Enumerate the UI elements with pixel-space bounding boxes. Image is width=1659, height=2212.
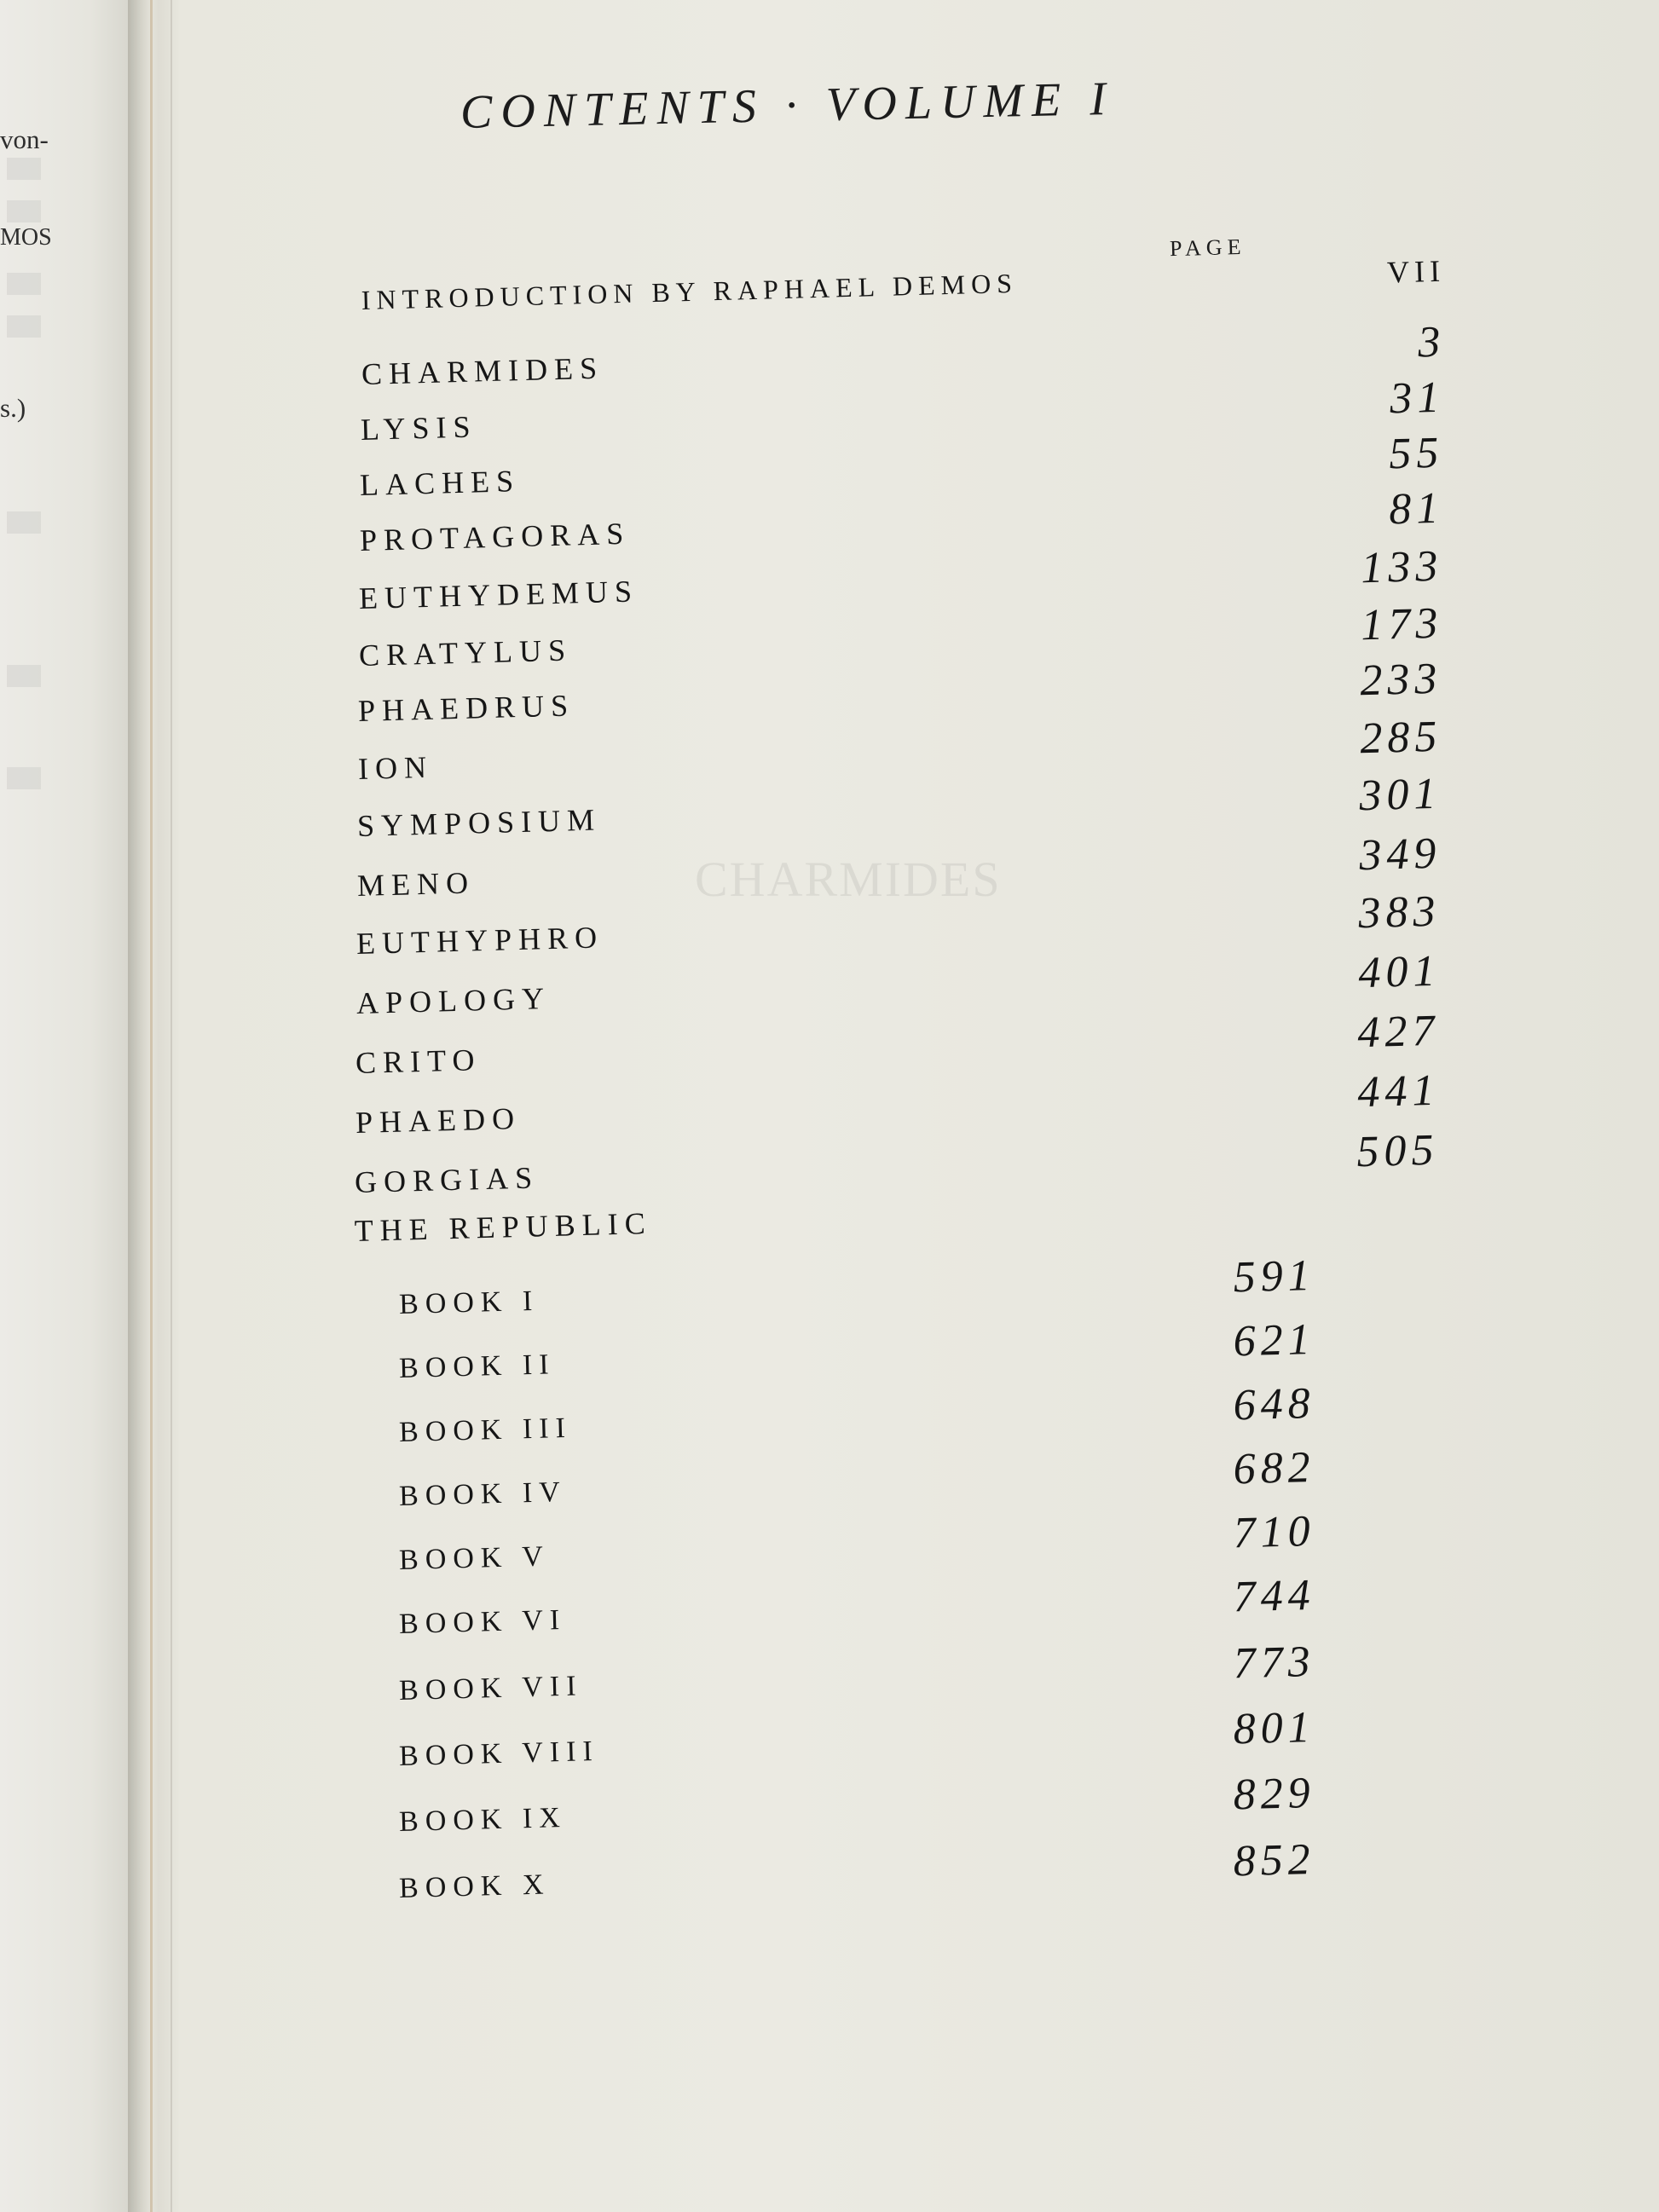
bleed-through-mark bbox=[7, 200, 41, 222]
toc-entry-page-number: 401 bbox=[1357, 946, 1442, 998]
republic-book-page-number: 744 bbox=[1232, 1570, 1316, 1622]
republic-book-page-number: 852 bbox=[1232, 1834, 1316, 1886]
toc-entry-title: ION bbox=[357, 749, 434, 786]
toc-entry-title: EUTHYPHRO bbox=[356, 920, 604, 961]
bleed-through-mark bbox=[7, 767, 41, 789]
left-page-fragment: von- bbox=[0, 124, 49, 154]
republic-book-row bbox=[398, 1834, 1315, 1909]
republic-book-title: BOOK II bbox=[398, 1349, 557, 1384]
toc-entry-page-number: 301 bbox=[1358, 769, 1442, 821]
republic-book-row bbox=[398, 1768, 1315, 1843]
republic-book-row bbox=[398, 1506, 1315, 1581]
toc-entry-page-number: 55 bbox=[1388, 428, 1445, 479]
republic-book-title: BOOK VII bbox=[398, 1670, 583, 1707]
contents-page bbox=[179, 0, 1659, 2212]
bleed-through-mark bbox=[7, 511, 41, 534]
republic-book-page-number: 801 bbox=[1232, 1702, 1316, 1754]
toc-entry-page-number: 285 bbox=[1359, 712, 1443, 764]
toc-entry-title: APOLOGY bbox=[356, 981, 552, 1020]
bleed-through-mark bbox=[7, 273, 41, 295]
republic-book-page-number: 710 bbox=[1232, 1506, 1316, 1558]
toc-entry-title: CRITO bbox=[355, 1042, 482, 1080]
republic-book-page-number: 648 bbox=[1232, 1378, 1316, 1430]
toc-entry-page-number: 81 bbox=[1388, 483, 1445, 534]
republic-book-title: BOOK VI bbox=[398, 1603, 567, 1640]
toc-entry-title: THE REPUBLIC bbox=[354, 1205, 653, 1248]
republic-book-row bbox=[398, 1702, 1315, 1777]
republic-book-page-number: 591 bbox=[1232, 1250, 1316, 1302]
toc-entry-title: CHARMIDES bbox=[361, 350, 604, 391]
toc-entry-page-number: 3 bbox=[1417, 317, 1447, 367]
republic-book-page-number: 621 bbox=[1232, 1314, 1316, 1366]
toc-entry-page-number: 505 bbox=[1356, 1125, 1440, 1177]
toc-entry-title: INTRODUCTION BY RAPHAEL DEMOS bbox=[361, 267, 1019, 315]
left-facing-page bbox=[0, 0, 128, 2212]
republic-book-row bbox=[398, 1637, 1315, 1712]
left-page-fragment: s.) bbox=[0, 393, 26, 423]
bleed-through-mark bbox=[7, 158, 41, 180]
toc-entry-page-number: 349 bbox=[1358, 829, 1442, 881]
toc-entry-title: PHAEDO bbox=[355, 1100, 522, 1140]
toc-entry-title: GORGIAS bbox=[354, 1160, 540, 1199]
toc-entry-page-number: 383 bbox=[1357, 887, 1442, 939]
republic-book-title: BOOK III bbox=[398, 1412, 573, 1448]
toc-entry-title: MENO bbox=[356, 865, 476, 903]
toc-entry-page-number: VII bbox=[1386, 253, 1446, 290]
bleed-through-mark bbox=[7, 315, 41, 338]
toc-entry-title: PHAEDRUS bbox=[357, 688, 575, 728]
republic-book-page-number: 829 bbox=[1232, 1768, 1316, 1820]
toc-entry-page-number: 133 bbox=[1360, 541, 1444, 593]
bleed-through-text: CHARMIDES bbox=[695, 852, 1002, 907]
republic-book-row bbox=[398, 1250, 1315, 1325]
republic-book-row bbox=[398, 1314, 1315, 1389]
toc-entry-title: EUTHYDEMUS bbox=[358, 574, 639, 615]
toc-entry-page-number: 173 bbox=[1360, 598, 1444, 650]
page-edge bbox=[171, 0, 172, 2212]
bleed-through-mark bbox=[7, 665, 41, 687]
toc-entry-page-number: 441 bbox=[1356, 1066, 1441, 1118]
republic-book-title: BOOK IV bbox=[398, 1476, 568, 1512]
toc-entry-page-number: 233 bbox=[1359, 654, 1443, 706]
republic-book-row bbox=[398, 1442, 1315, 1517]
page-column-label: PAGE bbox=[1169, 234, 1246, 262]
republic-book-title: BOOK X bbox=[398, 1868, 551, 1904]
republic-book-page-number: 773 bbox=[1232, 1637, 1316, 1689]
toc-entry-title: LACHES bbox=[359, 464, 521, 502]
toc-entry-title: CRATYLUS bbox=[358, 632, 573, 673]
republic-book-title: BOOK IX bbox=[398, 1801, 568, 1838]
republic-book-title: BOOK I bbox=[398, 1285, 540, 1320]
left-page-fragment: MOS bbox=[0, 224, 52, 251]
republic-book-title: BOOK VIII bbox=[398, 1735, 600, 1772]
toc-entry-page-number: 427 bbox=[1356, 1006, 1441, 1058]
toc-entry-title: PROTAGORAS bbox=[359, 516, 631, 557]
republic-book-row bbox=[398, 1378, 1315, 1453]
toc-entry-title: SYMPOSIUM bbox=[356, 802, 602, 843]
republic-book-row bbox=[398, 1570, 1315, 1645]
republic-book-title: BOOK V bbox=[398, 1540, 551, 1576]
page-title: CONTENTS · VOLUME I bbox=[460, 72, 1115, 139]
republic-book-page-number: 682 bbox=[1232, 1442, 1316, 1494]
page-edge bbox=[150, 0, 153, 2212]
toc-entry-title: LYSIS bbox=[360, 409, 478, 447]
toc-entry-page-number: 31 bbox=[1389, 373, 1446, 424]
